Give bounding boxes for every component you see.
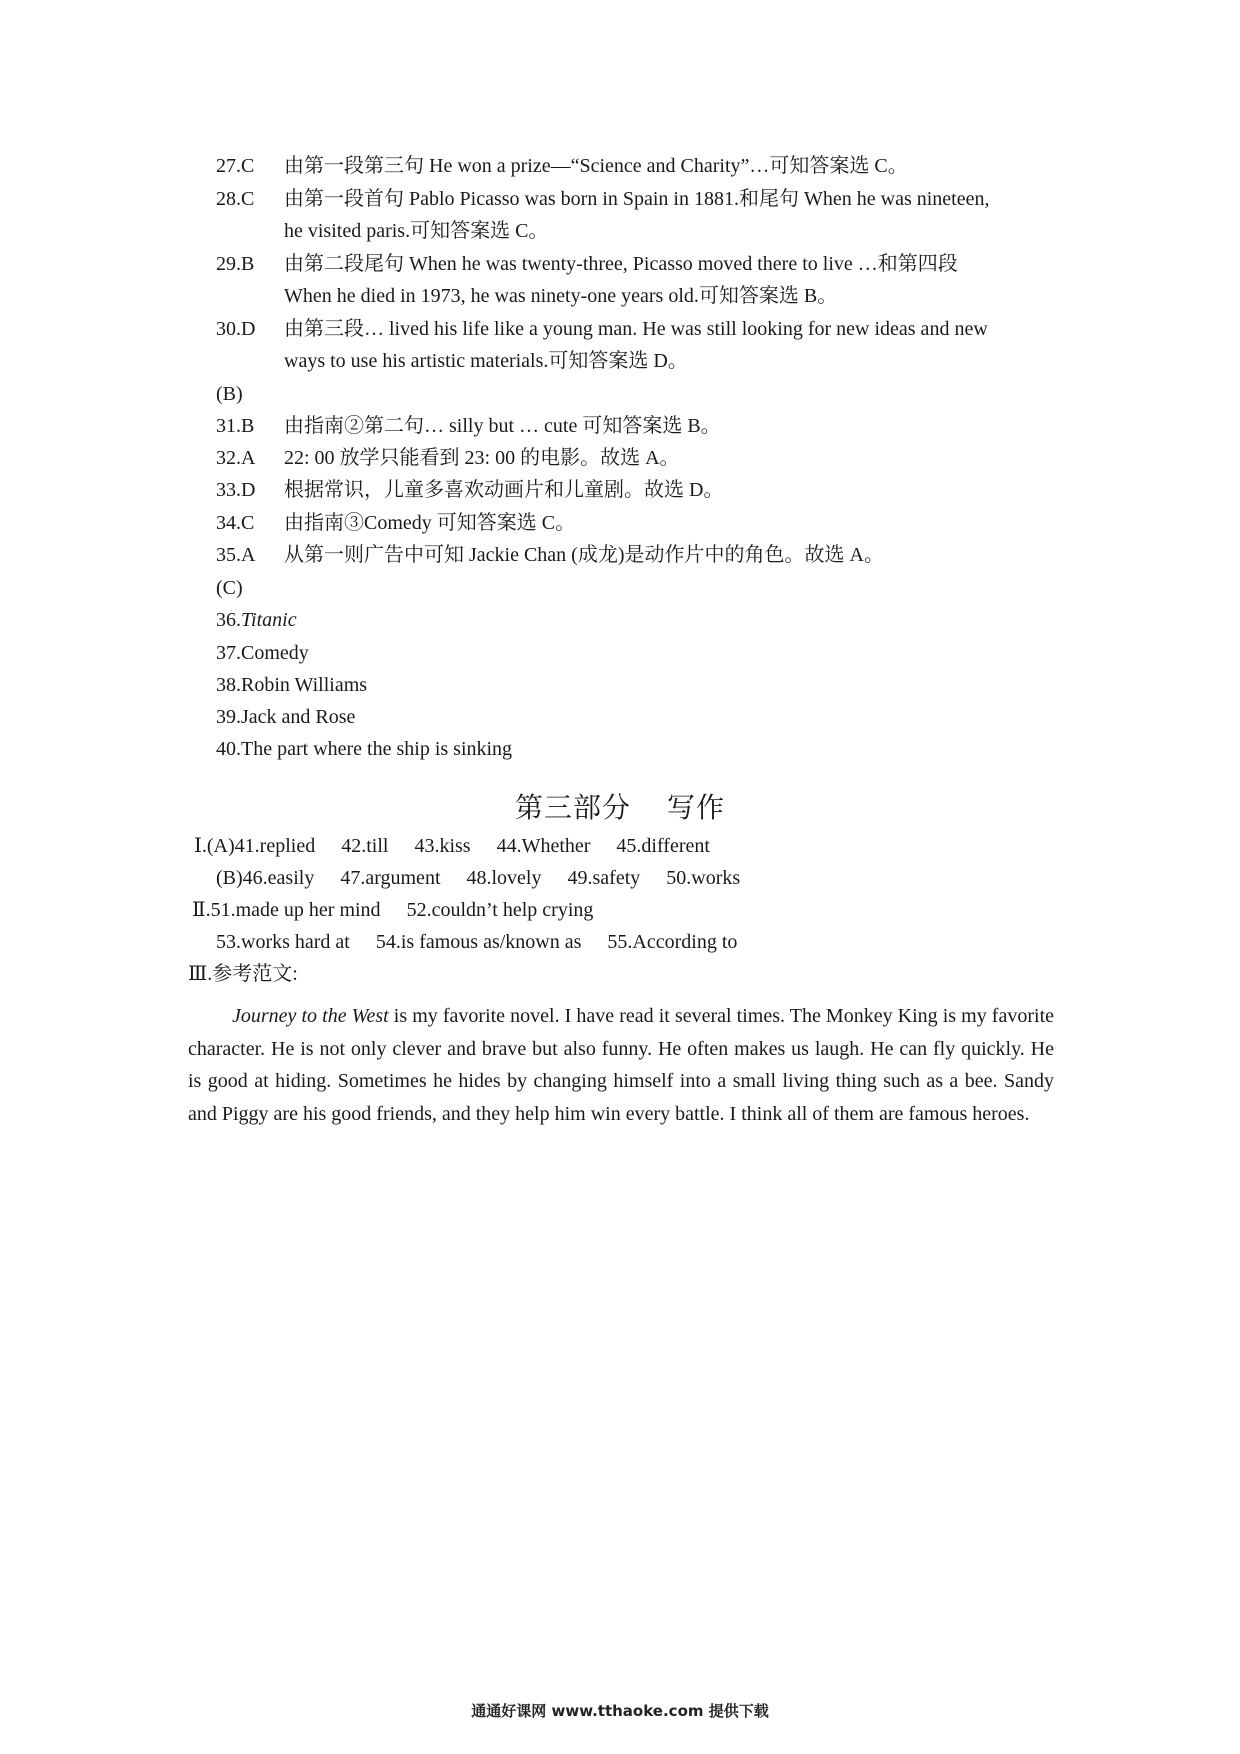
sample-essay-label: Ⅲ.参考范文: — [188, 963, 298, 985]
answer-text: 由第一段首句 Pablo Picasso was born in Spain in 1881.和尾句 When he was nineteen, — [284, 188, 990, 210]
answer-text: 从第一则广告中可知 Jackie Chan (成龙)是动作片中的角色。故选 A。 — [284, 544, 884, 566]
fill-item: 47.argument — [340, 867, 441, 889]
fill-item: 49.safety — [567, 867, 641, 889]
answer-number: 28.C — [216, 188, 255, 210]
footer-source: 通通好课网 www.tthaoke.com 提供下载 — [471, 1702, 769, 1720]
fill-item: 42.till — [341, 835, 389, 857]
answer-30 — [216, 313, 988, 345]
answer-28-cont: he visited paris.可知答案选 C。 — [284, 220, 549, 242]
fill-item: 41.replied — [234, 835, 316, 857]
fill-section-c — [192, 894, 619, 926]
fill-item: 51.made up her mind — [210, 899, 381, 921]
fill-item: 53.works hard at — [216, 931, 350, 953]
fill-item: 50.works — [666, 867, 741, 889]
answer-30-cont: ways to use his artistic materials.可知答案选 D。 — [284, 350, 688, 372]
answer-36 — [216, 604, 297, 636]
answer-33 — [216, 474, 723, 506]
answer-number: 31.B — [216, 415, 255, 437]
answer-number: 36. — [216, 609, 241, 631]
answer-number: 29.B — [216, 253, 255, 275]
answer-text: Titanic — [241, 609, 297, 631]
fill-item: 48.lovely — [466, 867, 542, 889]
answer-28 — [216, 183, 989, 215]
fill-section-d — [216, 926, 763, 958]
answer-27 — [216, 150, 908, 182]
answer-number: 27.C — [216, 155, 255, 177]
answer-39: 39.Jack and Rose — [216, 706, 356, 728]
fill-item: 54.is famous as/known as — [375, 931, 582, 953]
fill-item: 44.Whether — [496, 835, 591, 857]
answer-text: 22: 00 放学只能看到 23: 00 的电影。故选 A。 — [284, 447, 680, 469]
fill-prefix: Ⅱ. — [192, 899, 211, 921]
answer-text: 根据常识，儿童多喜欢动画片和儿童剧。故选 D。 — [284, 479, 724, 501]
fill-item: 52.couldn’t help crying — [406, 899, 594, 921]
answer-text: 由第三段… lived his life like a young man. He was still looking for new ideas and new — [284, 318, 988, 340]
fill-section-a — [194, 830, 736, 862]
fill-item: 43.kiss — [414, 835, 471, 857]
fill-section-b — [216, 862, 766, 894]
part-three-title — [0, 786, 1240, 826]
fill-item: 45.different — [616, 835, 710, 857]
answer-number: 30.D — [216, 318, 256, 340]
answer-32 — [216, 442, 680, 474]
part-three-title-left: 第三部分 — [514, 793, 631, 824]
sample-essay — [188, 1000, 1054, 1130]
fill-item: 55.According to — [607, 931, 738, 953]
answer-number: 35.A — [216, 544, 256, 566]
answer-number: 32.A — [216, 447, 256, 469]
answer-number: 34.C — [216, 512, 255, 534]
fill-prefix: (B) — [216, 867, 243, 889]
answer-number: 33.D — [216, 479, 256, 501]
answer-37: 37.Comedy — [216, 642, 309, 664]
answer-text: 由第一段第三句 He won a prize—“Science and Charity”…可知答案选 C。 — [284, 155, 908, 177]
fill-prefix: Ⅰ.(A) — [194, 835, 235, 857]
answer-35 — [216, 539, 884, 571]
essay-body: is my favorite novel. I have read it several times. The Monkey King is my favorite character. He is not only clever and brave but also funny. He often makes us laugh. He can fly quickly. He is good at hiding. Sometimes he hides by changing himself into a small living thing such as a bee. Sandy and Piggy are his good friends, and they help him win every battle. I think all of them are famous heroes. — [188, 1005, 1054, 1125]
answer-29-cont: When he died in 1973, he was ninety-one years old.可知答案选 B。 — [284, 285, 838, 307]
answer-text: 由第二段尾句 When he was twenty-three, Picasso moved there to live …和第四段 — [284, 253, 958, 275]
essay-book-title: Journey to the West — [232, 1005, 389, 1027]
part-three-title-right: 写作 — [667, 793, 726, 824]
answer-40: 40.The part where the ship is sinking — [216, 738, 513, 760]
answer-31 — [216, 410, 721, 442]
fill-item: 46.easily — [242, 867, 315, 889]
section-b-label: (B) — [216, 383, 243, 405]
section-c-label: (C) — [216, 577, 243, 599]
answer-text: 由指南②第二句… silly but … cute 可知答案选 B。 — [284, 415, 721, 437]
answer-38: 38.Robin Williams — [216, 674, 368, 696]
answer-text: 由指南③Comedy 可知答案选 C。 — [284, 512, 576, 534]
answer-34 — [216, 507, 575, 539]
answer-29 — [216, 248, 958, 280]
